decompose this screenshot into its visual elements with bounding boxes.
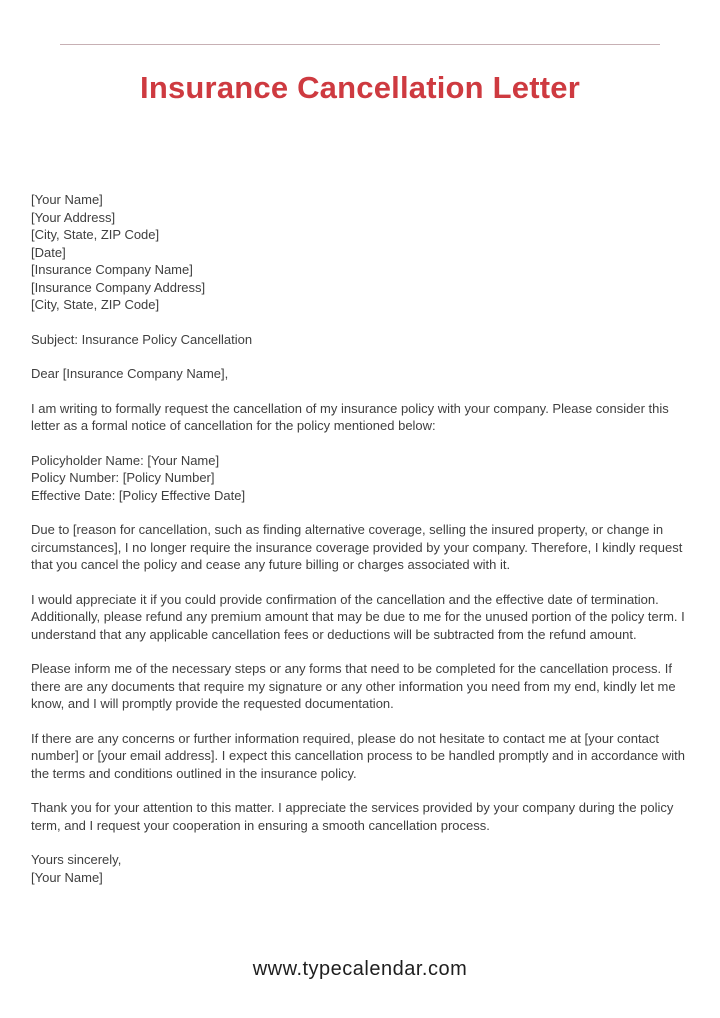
letter-line: [Insurance Company Name] <box>31 262 193 277</box>
letter-line: Yours sincerely, <box>31 852 122 867</box>
letter-line: [Date] <box>31 244 66 260</box>
letter-line: Effective Date: [Policy Effective Date] <box>31 487 246 503</box>
greeting: Dear [Insurance Company Name], <box>31 366 229 381</box>
paragraph-thanks: Thank you for your attention to this matter. I appreciate the services provided by your company during the policy term, and I request your cooperation in ensuring a smooth cancellation process. <box>31 800 674 833</box>
page-title: Insurance Cancellation Letter <box>140 70 580 105</box>
sender-address-block <box>31 191 689 314</box>
header-rule <box>60 44 660 45</box>
letter-line: [Your Name] <box>31 869 103 885</box>
letter-line: [Your Address] <box>31 209 116 225</box>
policy-details-block <box>31 452 689 505</box>
footer-url: www.typecalendar.com <box>252 958 468 980</box>
closing-block <box>31 851 689 886</box>
letter-body <box>31 191 689 903</box>
letter-line: Policy Number: [Policy Number] <box>31 470 215 485</box>
paragraph-reason: Due to [reason for cancellation, such as finding alternative coverage, selling the insured property, or change in circumstances], I no longer require the insurance coverage provided by your company. Therefore, I kindly request that you cancel the policy and cease any future billing or charges associated with it. <box>31 522 683 572</box>
paragraph-steps: Please inform me of the necessary steps or any forms that need to be completed for the cancellation process. If there are any documents that require my signature or any other information you need from my end, kindly let me know, and I will promptly provide the requested documentation. <box>31 661 676 711</box>
letter-line: [Insurance Company Address] <box>31 279 206 295</box>
letter-line: [City, State, ZIP Code] <box>31 297 160 312</box>
paragraph-contact: If there are any concerns or further information required, please do not hesitate to contact me at [your contact number] or [your email address]. I expect this cancellation process to be handled promptly and in accordance with the terms and conditions outlined in the insurance policy. <box>31 730 685 781</box>
letter-line: [City, State, ZIP Code] <box>31 227 160 242</box>
subject-line: Subject: Insurance Policy Cancellation <box>31 331 253 347</box>
paragraph-intro: I am writing to formally request the cancellation of my insurance policy with your company. Please consider this letter as a formal notice of cancellation for the policy mentioned below: <box>31 400 669 433</box>
letter-line: Policyholder Name: [Your Name] <box>31 452 220 468</box>
paragraph-confirmation: I would appreciate it if you could provide confirmation of the cancellation and the effective date of termination. Additionally, please refund any premium amount that may be due to me for the unused portion of the policy term. I understand that any applicable cancellation fees or deductions will be subtracted from the refund amount. <box>31 591 685 642</box>
letter-line: [Your Name] <box>31 192 103 207</box>
